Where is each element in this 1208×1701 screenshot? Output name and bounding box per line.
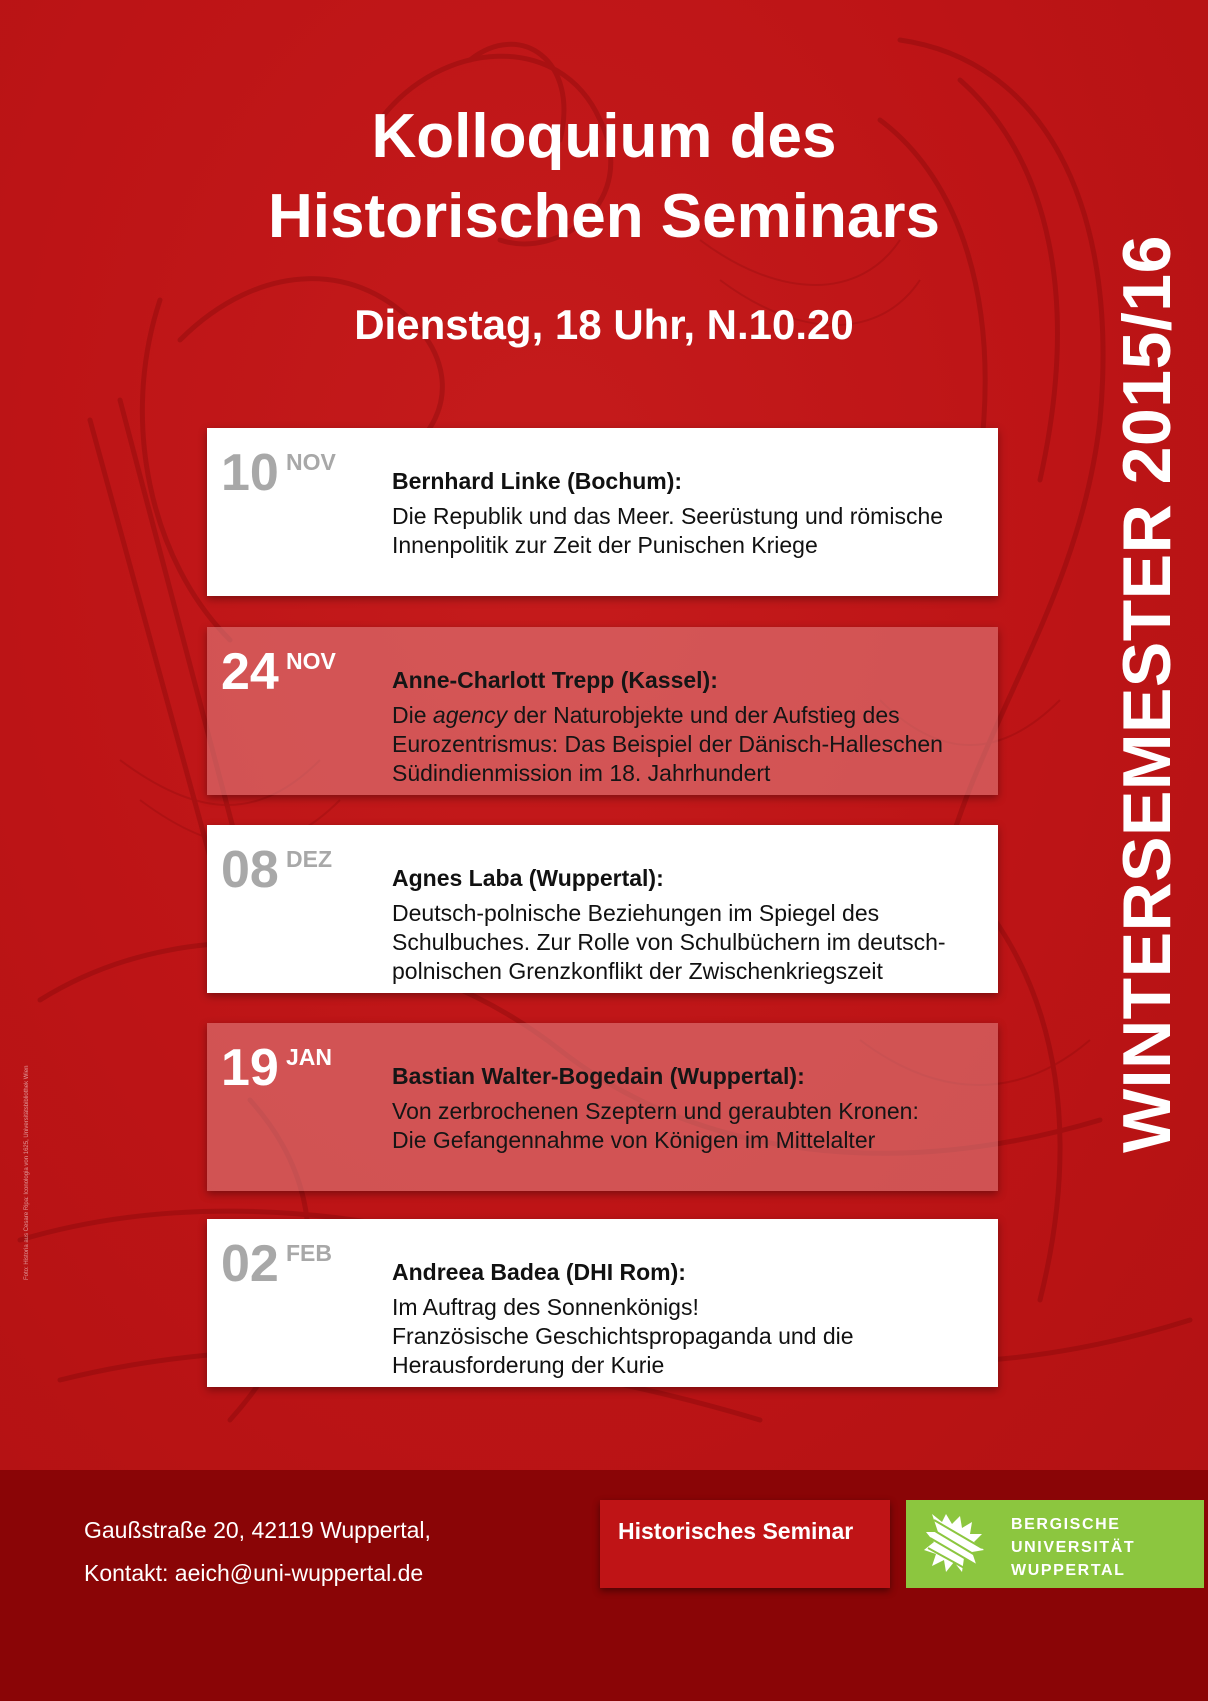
event-card [207, 1023, 998, 1191]
university-name [1011, 1513, 1135, 1582]
event-talk-title [392, 701, 982, 788]
schedule-subtitle: Dienstag, 18 Uhr, N.10.20 [354, 301, 854, 348]
talk-title-line [392, 1351, 982, 1380]
event-speaker: Bastian Walter-Bogedain (Wuppertal): [392, 1063, 805, 1089]
event-month: NOV [286, 449, 336, 475]
talk-title-text: der Naturobjekte und der Aufstieg des [507, 702, 900, 728]
event-speaker: Agnes Laba (Wuppertal): [392, 865, 664, 891]
event-card [207, 627, 998, 795]
seminar-badge [600, 1500, 890, 1588]
talk-title-line [392, 1097, 982, 1126]
talk-title-line [392, 957, 982, 986]
event-talk-title [392, 899, 982, 986]
event-speaker: Bernhard Linke (Bochum): [392, 468, 683, 494]
event-speaker: Anne-Charlott Trepp (Kassel): [392, 667, 718, 693]
university-name-line: WUPPERTAL [1011, 1562, 1126, 1579]
event-date [221, 839, 371, 909]
event-card [207, 428, 998, 596]
talk-title-text: Französische Geschichtspropaganda und die [392, 1323, 854, 1349]
footer [0, 1470, 1208, 1701]
event-card [207, 825, 998, 993]
talk-title-line [392, 1126, 982, 1155]
event-day: 02 [221, 1235, 279, 1293]
university-name-line: UNIVERSITÄT [1011, 1539, 1136, 1556]
event-day: 08 [221, 841, 279, 899]
event-date [221, 641, 371, 711]
talk-title-text: Innenpolitik zur Zeit der Punischen Kriege [392, 532, 818, 558]
event-month: JAN [286, 1044, 333, 1070]
university-name-line: BERGISCHE [1011, 1516, 1121, 1533]
talk-title-text: Südindienmission im 18. Jahrhundert [392, 760, 771, 786]
talk-title-text: Schulbuches. Zur Rolle von Schulbüchern im deutsch- [392, 929, 946, 955]
talk-title-line [392, 1293, 982, 1322]
poster-title-line-1: Kolloquium des [371, 102, 837, 171]
event-date [221, 1037, 371, 1107]
talk-title-text: polnischen Grenzkonflikt der Zwischenkriegszeit [392, 958, 883, 984]
event-talk-title [392, 1293, 982, 1380]
photo-credit: Foto: Historia aus Cesare Ripa: Iconologia von 1625, Universitätsbibliothek Wien [24, 1065, 30, 1280]
university-logo-box [906, 1500, 1204, 1588]
poster-title-line-2: Historischen Seminars [268, 182, 940, 251]
event-date [221, 1233, 371, 1303]
talk-title-text: Von zerbrochenen Szeptern und geraubten Kronen: [392, 1098, 919, 1124]
event-details [392, 863, 982, 986]
talk-title-text: Eurozentrismus: Das Beispiel der Dänisch-Halleschen [392, 731, 943, 757]
event-day: 24 [221, 643, 279, 701]
address: Gaußstraße 20, 42119 Wuppertal, [84, 1517, 431, 1543]
bergischer-loewe-lion-icon [920, 1508, 992, 1580]
event-day: 19 [221, 1039, 279, 1097]
event-speaker: Andreea Badea (DHI Rom): [392, 1259, 686, 1285]
talk-title-line [392, 531, 982, 560]
event-month: DEZ [286, 846, 332, 872]
event-month: FEB [286, 1240, 332, 1266]
talk-title-text: Deutsch-polnische Beziehungen im Spiegel des [392, 900, 880, 926]
event-details [392, 665, 982, 788]
event-details [392, 1257, 982, 1380]
event-talk-title [392, 502, 982, 560]
talk-title-line [392, 1322, 982, 1351]
event-day: 10 [221, 444, 279, 502]
event-month: NOV [286, 648, 336, 674]
talk-title-text: Herausforderung der Kurie [392, 1352, 665, 1378]
talk-title-line [392, 701, 982, 730]
talk-title-emphasis: agency [432, 702, 508, 728]
talk-title-line [392, 928, 982, 957]
talk-title-text: Die [392, 702, 433, 728]
talk-title-text: Die Republik und das Meer. Seerüstung und römische [392, 503, 944, 529]
talk-title-line [392, 730, 982, 759]
talk-title-text: Die Gefangennahme von Königen im Mittelalter [392, 1127, 876, 1153]
talk-title-line [392, 899, 982, 928]
event-details [392, 1061, 982, 1155]
seminar-label: Historisches Seminar [618, 1518, 854, 1544]
event-talk-title [392, 1097, 982, 1155]
talk-title-line [392, 759, 982, 788]
event-details [392, 466, 982, 560]
talk-title-line [392, 502, 982, 531]
event-card [207, 1219, 998, 1387]
semester-label: WINTERSEMESTER 2015/16 [1109, 235, 1185, 1153]
talk-title-text: Im Auftrag des Sonnenkönigs! [392, 1294, 699, 1320]
event-date [221, 442, 371, 512]
contact-email: Kontakt: aeich@uni-wuppertal.de [84, 1560, 424, 1586]
